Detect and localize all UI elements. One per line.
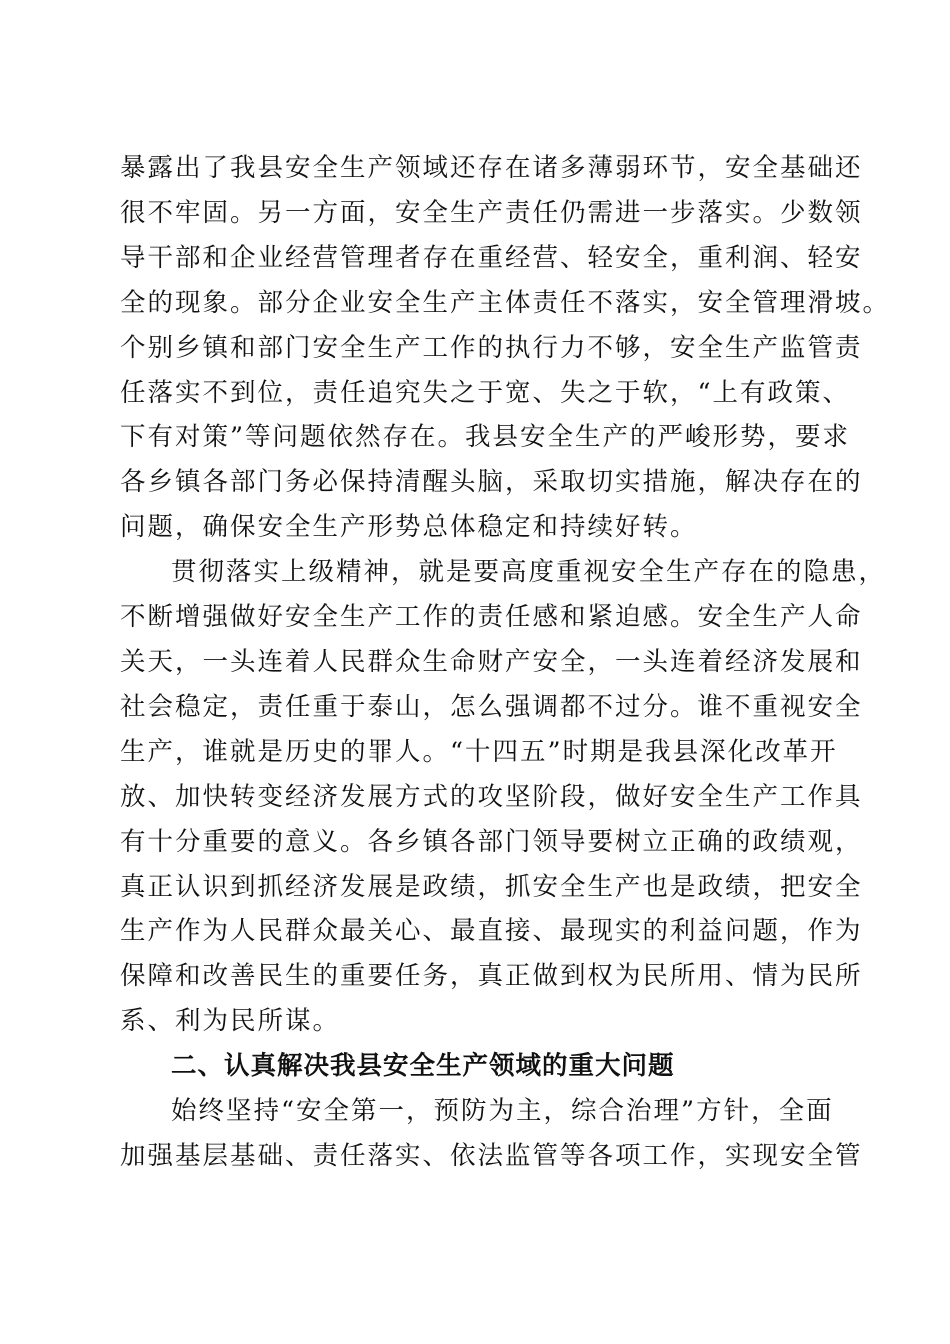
text-line: 全的现象。部分企业安全生产主体责任不落实，安全管理滑坡。 xyxy=(120,287,891,318)
section-heading: 二、认真解决我县安全生产领域的重大问题 xyxy=(171,1051,675,1082)
document-body xyxy=(120,146,891,1179)
text-line: 生产作为人民群众最关心、最直接、最现实的利益问题，作为 xyxy=(120,916,863,947)
text-line: 导干部和企业经营管理者存在重经营、轻安全，重利润、轻安 xyxy=(120,242,863,273)
text-line: 下有对策”等问题依然存在。我县安全生产的严峻形势，要求 xyxy=(120,422,851,453)
text-line: 各乡镇各部门务必保持清醒头脑，采取切实措施，解决存在的 xyxy=(120,467,863,498)
text-line: 任落实不到位，责任追究失之于宽、失之于软，“上有政策、 xyxy=(120,377,851,408)
text-line: 真正认识到抓经济发展是政绩，抓安全生产也是政绩，把安全 xyxy=(120,871,863,902)
text-line: 不断增强做好安全生产工作的责任感和紧迫感。安全生产人命 xyxy=(120,602,863,633)
paragraph-implement-spirit xyxy=(120,550,887,1044)
text-line: 社会稳定，责任重于泰山，怎么强调都不过分。谁不重视安全 xyxy=(120,691,863,722)
text-line: 关天，一头连着人民群众生命财产安全，一头连着经济发展和 xyxy=(120,646,863,677)
text-line: 贯彻落实上级精神，就是要高度重视安全生产存在的隐患， xyxy=(171,557,887,588)
text-line: 个别乡镇和部门安全生产工作的执行力不够，安全生产监管责 xyxy=(120,332,863,363)
text-line: 加强基层基础、责任落实、依法监管等各项工作，实现安全管 xyxy=(120,1140,863,1171)
text-line: 保障和改善民生的重要任务，真正做到权为民所用、情为民所 xyxy=(120,961,863,992)
text-line: 问题，确保安全生产形势总体稳定和持续好转。 xyxy=(120,512,698,543)
text-line: 始终坚持“安全第一，预防为主，综合治理”方针，全面 xyxy=(171,1096,834,1127)
text-line: 很不牢固。另一方面，安全生产责任仍需进一步落实。少数领 xyxy=(120,197,863,228)
text-line: 有十分重要的意义。各乡镇各部门领导要树立正确的政绩观， xyxy=(120,826,863,857)
text-line: 暴露出了我县安全生产领域还存在诸多薄弱环节，安全基础还 xyxy=(120,153,863,183)
text-line: 放、加快转变经济发展方式的攻坚阶段，做好安全生产工作具 xyxy=(120,781,863,812)
paragraph-safety-weaknesses xyxy=(120,146,891,550)
text-line: 系、利为民所谋。 xyxy=(120,1006,341,1037)
paragraph-safety-policy xyxy=(120,1089,863,1179)
text-line: 生产，谁就是历史的罪人。“十四五”时期是我县深化改革开 xyxy=(120,736,838,767)
